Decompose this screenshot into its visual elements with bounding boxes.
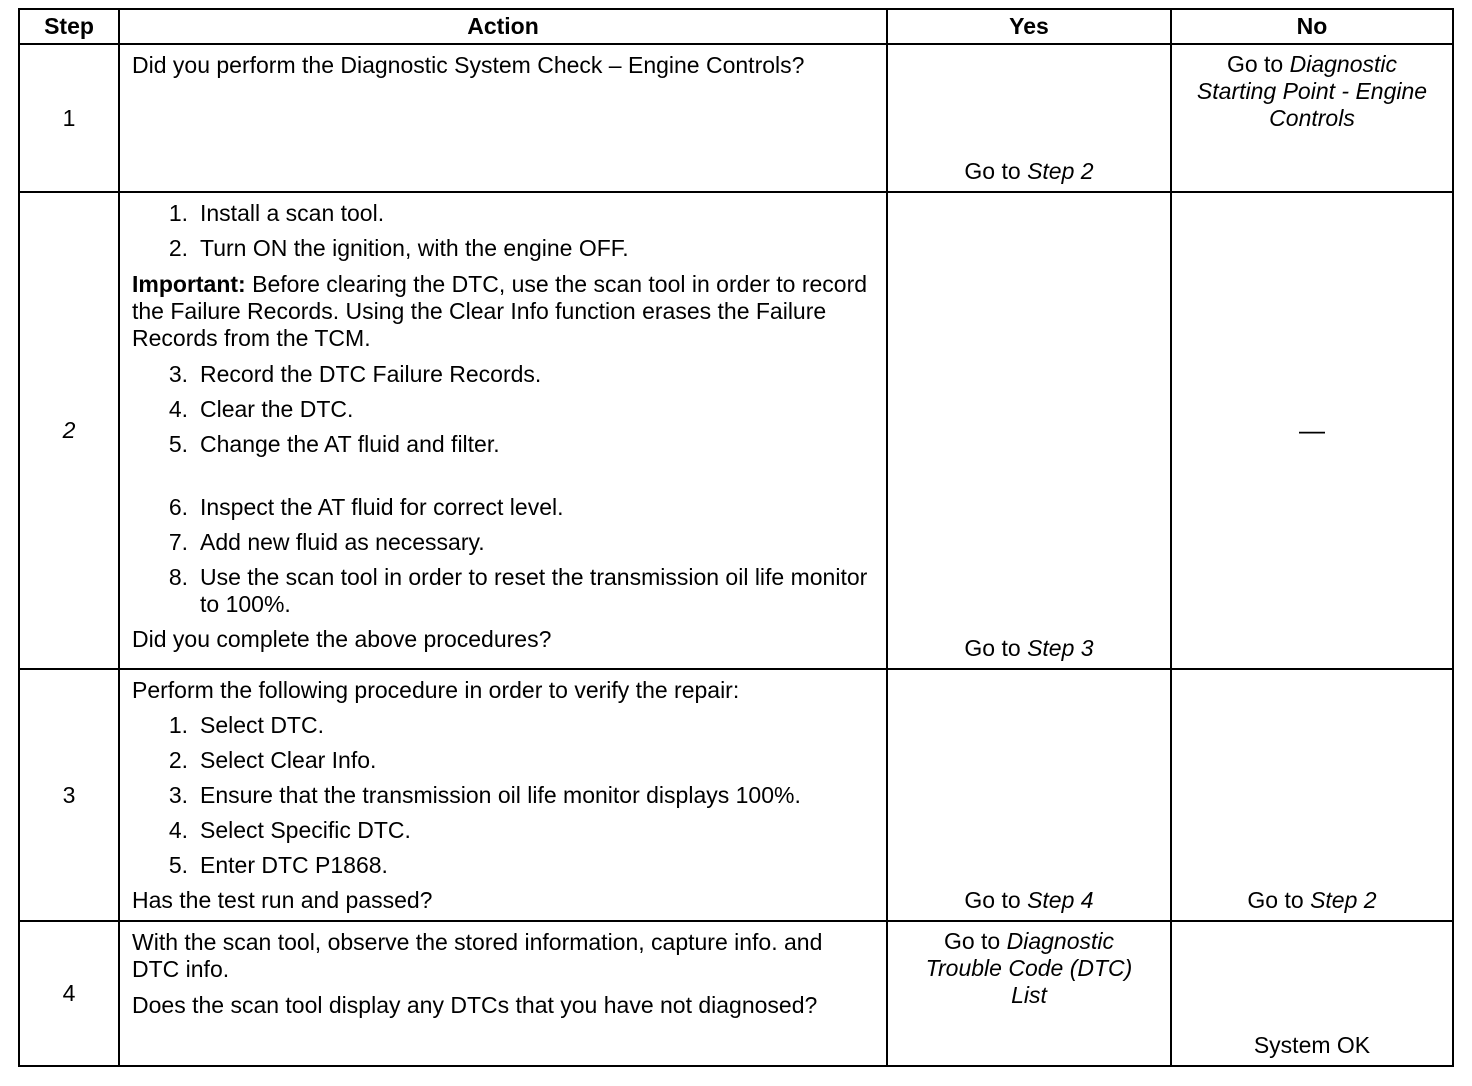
no-cell [1171, 44, 1453, 192]
go-to-prefix: Go to [1226, 51, 1284, 77]
link-target: Step 2 [1310, 887, 1377, 913]
item-number: 4. [168, 817, 188, 843]
important-text: Before clearing the DTC, use the scan tool in order to record the Failure Records. Using the Clear Info function erases the Failure Records from the TCM. [132, 271, 868, 351]
list-item [132, 712, 874, 739]
item-number: 3. [168, 782, 188, 808]
table-row [19, 669, 1453, 921]
item-text: Record the DTC Failure Records. [200, 361, 542, 387]
table-row [19, 921, 1453, 1066]
yes-cell [887, 669, 1171, 921]
go-to-prefix: Go to [964, 158, 1021, 184]
action-question: Did you complete the above procedures? [132, 626, 552, 652]
header-yes: Yes [887, 9, 1171, 44]
action-cell [119, 921, 887, 1066]
link-target: Step 2 [1027, 158, 1094, 184]
no-result: System OK [1253, 1032, 1371, 1058]
header-action: Action [119, 9, 887, 44]
item-number: 1. [168, 712, 188, 738]
diagnostic-table [18, 8, 1454, 1067]
item-text: Ensure that the transmission oil life monitor displays 100%. [200, 782, 801, 808]
action-question: Has the test run and passed? [132, 887, 433, 913]
important-note [132, 271, 874, 352]
item-number: 7. [168, 529, 188, 555]
item-text: Change the AT fluid and filter. [200, 431, 500, 457]
item-text: Select DTC. [200, 712, 324, 738]
no-cell [1171, 669, 1453, 921]
action-cell [119, 192, 887, 669]
header-step: Step [19, 9, 119, 44]
yes-cell [887, 921, 1171, 1066]
list-item [132, 782, 874, 809]
list-item [132, 494, 874, 521]
item-number: 4. [168, 396, 188, 422]
table-row [19, 192, 1453, 669]
link-target: Step 4 [1027, 887, 1094, 913]
item-text: Enter DTC P1868. [200, 852, 388, 878]
no-link[interactable] [1180, 51, 1444, 132]
item-text: Inspect the AT fluid for correct level. [200, 494, 564, 520]
list-item [132, 817, 874, 844]
item-number: 3. [168, 361, 188, 387]
item-text: Turn ON the ignition, with the engine OFF. [200, 235, 629, 261]
list-item [132, 564, 874, 618]
action-intro: With the scan tool, observe the stored information, capture info. and DTC info. [132, 929, 823, 982]
yes-link[interactable] [896, 887, 1162, 914]
item-text: Select Specific DTC. [200, 817, 411, 843]
no-link[interactable] [1180, 887, 1444, 914]
go-to-prefix: Go to [964, 635, 1021, 661]
go-to-prefix: Go to [964, 887, 1021, 913]
no-cell [1171, 921, 1453, 1066]
item-number: 1. [168, 200, 188, 226]
step-number: 3 [19, 669, 119, 921]
important-label: Important: [132, 271, 246, 297]
action-intro: Perform the following procedure in order to verify the repair: [132, 677, 740, 703]
action-cell [119, 44, 887, 192]
item-number: 5. [168, 431, 188, 457]
yes-cell [887, 192, 1171, 669]
list-item [132, 200, 874, 227]
yes-cell [887, 44, 1171, 192]
list-item [132, 431, 874, 458]
no-cell-dash: — [1171, 192, 1453, 669]
action-question: Does the scan tool display any DTCs that you have not diagnosed? [132, 992, 818, 1018]
item-text: Select Clear Info. [200, 747, 377, 773]
header-row [19, 9, 1453, 44]
step-number-text: 2 [62, 417, 76, 443]
action-question: Did you perform the Diagnostic System Check – Engine Controls? [132, 52, 805, 78]
yes-link[interactable] [896, 928, 1162, 1009]
step-number: 4 [19, 921, 119, 1066]
item-text: Clear the DTC. [200, 396, 354, 422]
yes-link[interactable] [896, 635, 1162, 662]
item-text: Install a scan tool. [200, 200, 385, 226]
item-number: 8. [168, 564, 188, 590]
list-item [132, 529, 874, 556]
list-item [132, 235, 874, 262]
list-item [132, 852, 874, 879]
list-item [132, 747, 874, 774]
link-target: Step 3 [1027, 635, 1094, 661]
go-to-prefix: Go to [943, 928, 1001, 954]
yes-link[interactable] [896, 158, 1162, 185]
go-to-prefix: Go to [1247, 887, 1304, 913]
header-no: No [1171, 9, 1453, 44]
item-number: 2. [168, 235, 188, 261]
item-text: Add new fluid as necessary. [200, 529, 485, 555]
step-number [19, 192, 119, 669]
list-item [132, 396, 874, 423]
list-item [132, 361, 874, 388]
action-cell [119, 669, 887, 921]
blank-gap [132, 466, 874, 494]
link-target: Diagnostic Starting Point - Engine Controls [1196, 51, 1428, 131]
item-number: 6. [168, 494, 188, 520]
item-number: 2. [168, 747, 188, 773]
item-text: Use the scan tool in order to reset the transmission oil life monitor to 100%. [200, 564, 868, 617]
link-target: Diagnostic Trouble Code (DTC) List [925, 928, 1133, 1008]
step-number: 1 [19, 44, 119, 192]
table-row [19, 44, 1453, 192]
item-number: 5. [168, 852, 188, 878]
